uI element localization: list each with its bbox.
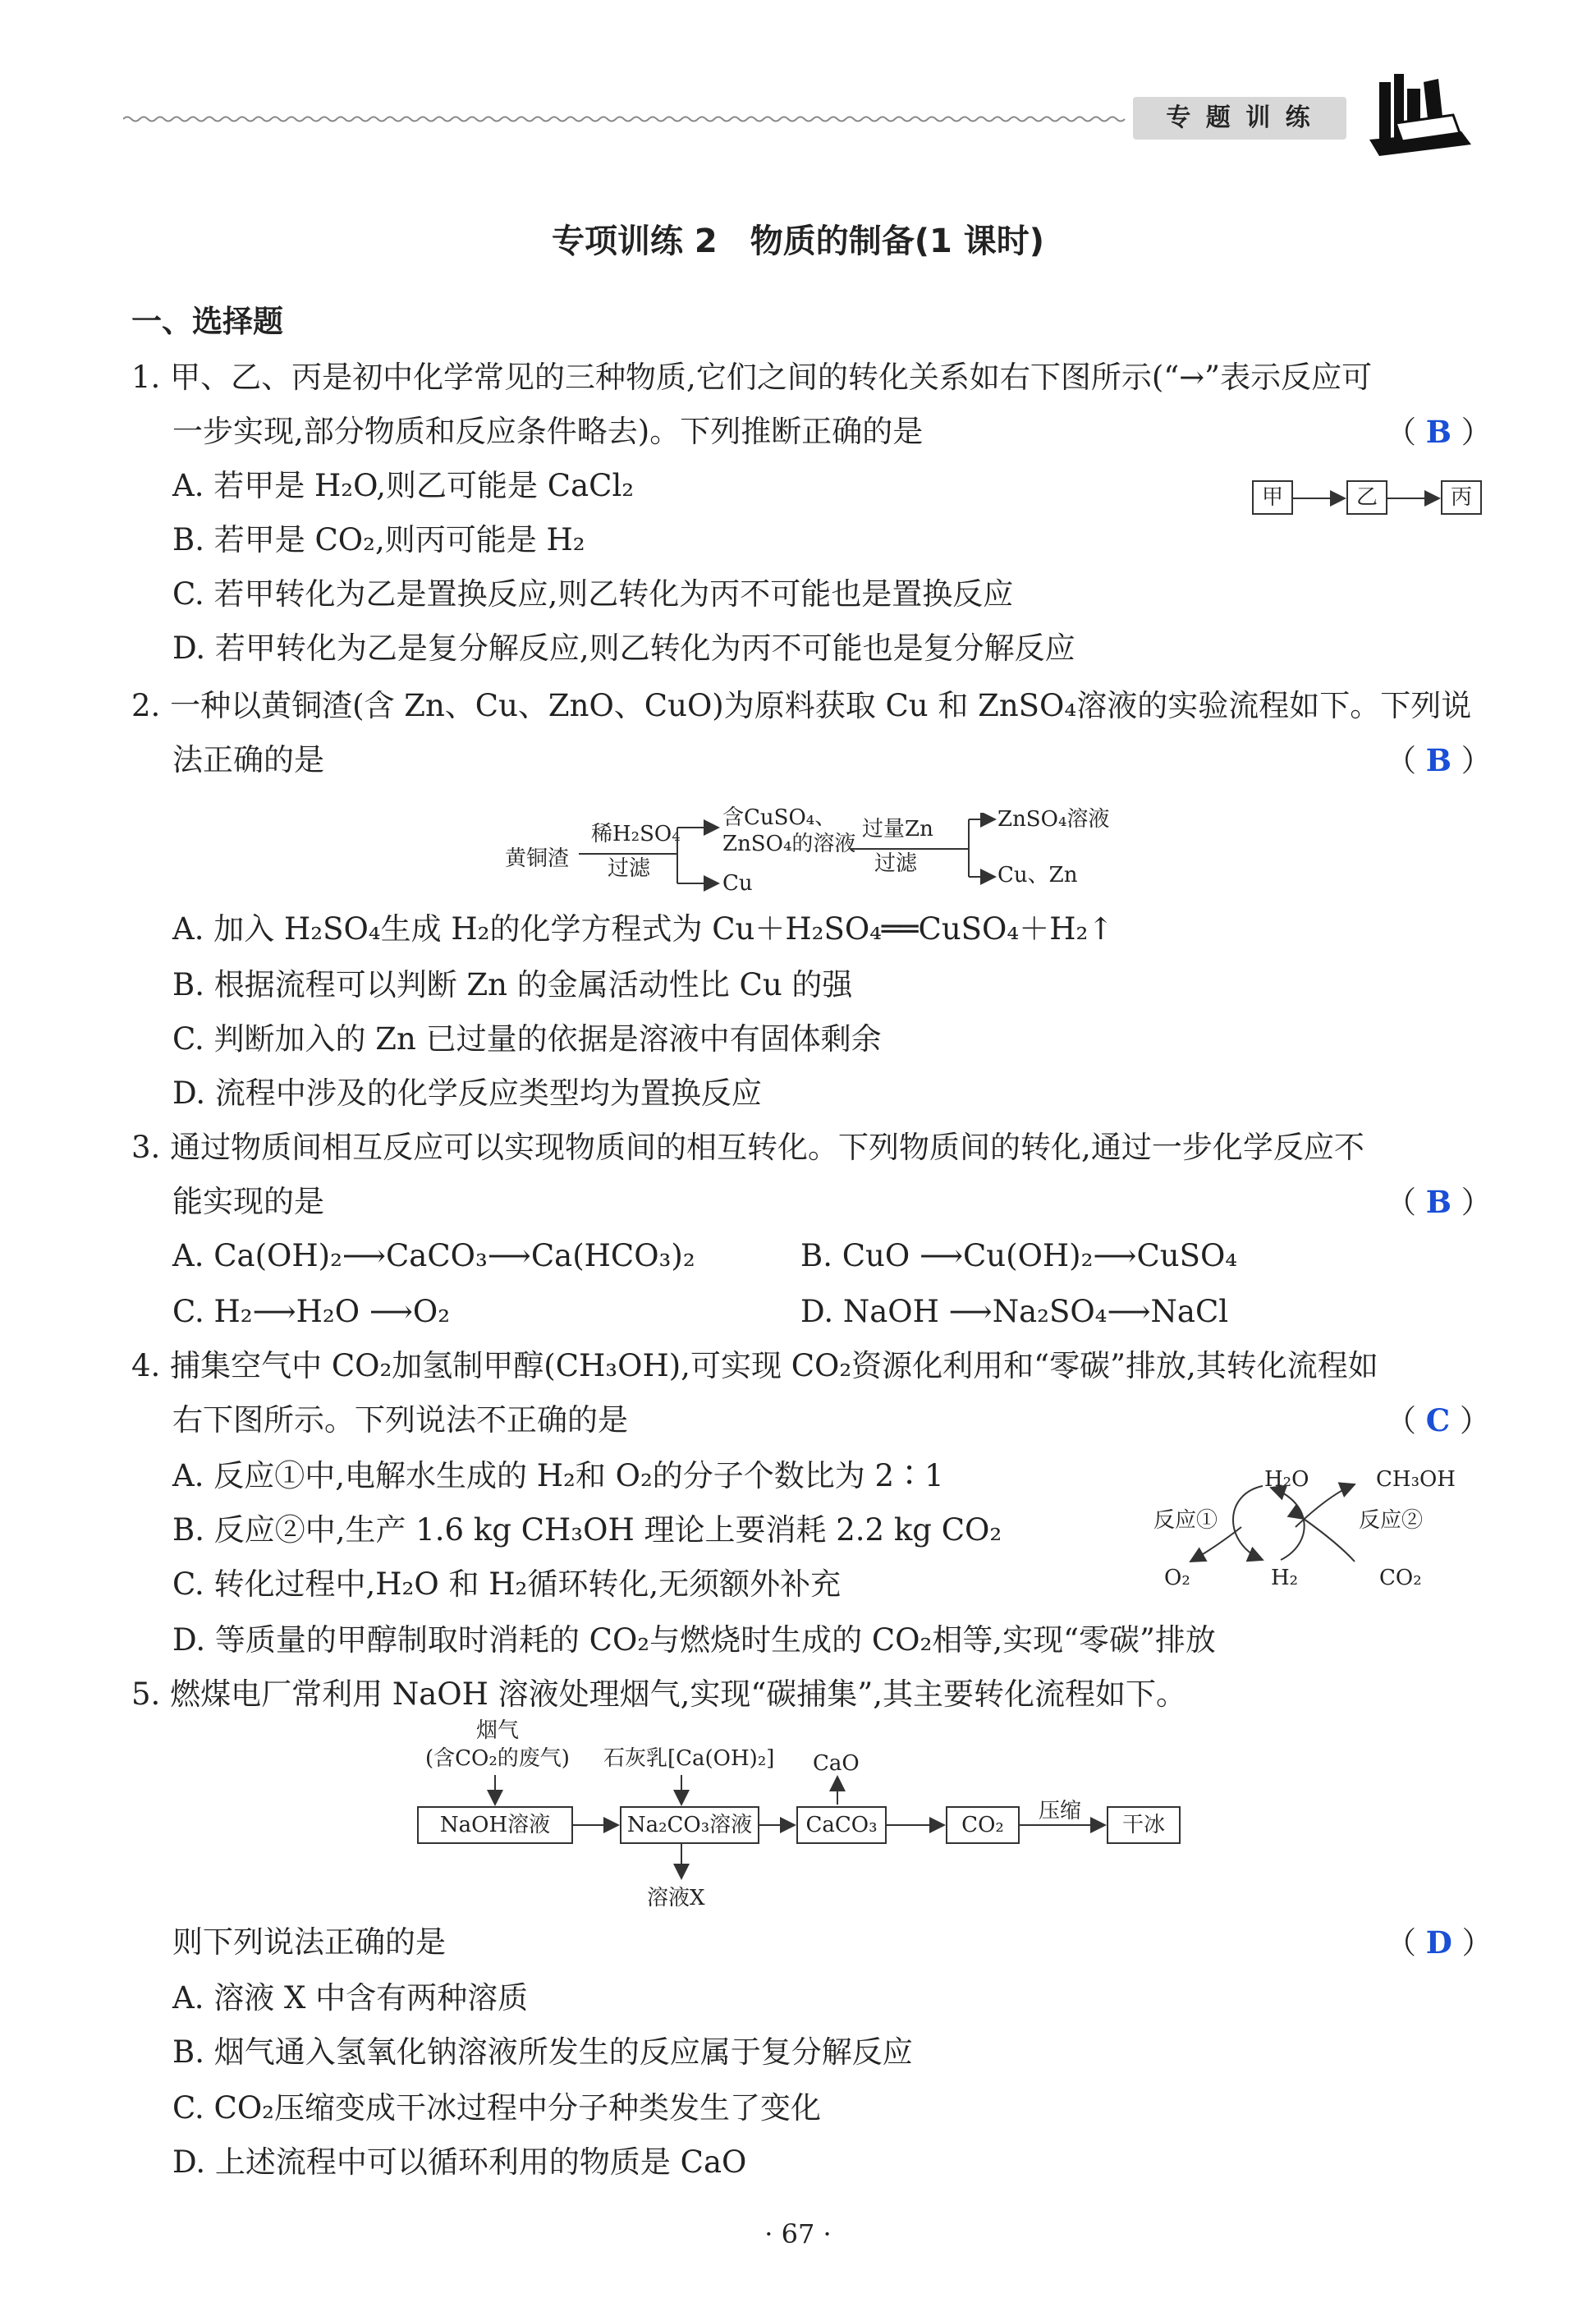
q4-answer: C	[1425, 1402, 1451, 1438]
q4-label-r1: 反应①	[1153, 1508, 1218, 1533]
q2-flow-op2: 过滤	[874, 851, 918, 876]
q2-flow-start: 黄铜渣	[505, 846, 570, 871]
q2-option-d: D. 流程中涉及的化学反应类型均为置换反应	[172, 1076, 762, 1111]
q2-option-b: B. 根据流程可以判断 Zn 的金属活动性比 Cu 的强	[172, 967, 853, 1002]
q1-box-jia: 甲	[1252, 480, 1293, 515]
q2-flow-solid1: Cu	[722, 871, 753, 896]
q4-option-c: C. 转化过程中,H₂O 和 H₂循环转化,无须额外补充	[172, 1566, 842, 1602]
q5-option-a: A. 溶液 X 中含有两种溶质	[172, 1980, 529, 2016]
q5-solx-label: 溶液X	[647, 1886, 705, 1910]
q5-stem-line2: 则下列说法正确的是	[172, 1924, 446, 1960]
q1-option-b: B. 若甲是 CO₂,则丙可能是 H₂	[172, 522, 585, 557]
q5-box-co2: CO₂	[946, 1806, 1020, 1844]
q4-label-co2: CO₂	[1379, 1566, 1422, 1590]
q3-option-d: D. NaOH ⟶Na₂SO₄⟶NaCl	[800, 1294, 1229, 1329]
q2-flow-sol1a: 含CuSO₄、	[722, 805, 837, 830]
q3-answer-bracket: （ B ）	[1386, 1184, 1492, 1220]
q3-option-a: A. Ca(OH)₂⟶CaCO₃⟶Ca(HCO₃)₂	[172, 1238, 695, 1273]
q1-stem-line2: 一步实现,部分物质和反应条件略去)。下列推断正确的是	[172, 414, 924, 449]
q1-option-c: C. 若甲转化为乙是置换反应,则乙转化为丙不可能也是置换反应	[172, 576, 1014, 612]
page-number: · 67 ·	[764, 2218, 832, 2250]
q4-stem-line2: 右下图所示。下列说法不正确的是	[172, 1402, 628, 1438]
q2-flow-out1: ZnSO₄溶液	[998, 807, 1110, 832]
q5-box-dryice: 干冰	[1107, 1806, 1181, 1844]
q2-answer-bracket: （ B ）	[1386, 742, 1492, 778]
q1-option-a: A. 若甲是 H₂O,则乙可能是 CaCl₂	[172, 468, 635, 503]
q5-compress-label: 压缩	[1039, 1799, 1082, 1823]
q5-box-na2co3: Na₂CO₃溶液	[620, 1806, 759, 1844]
q2-flow-reagent2: 过量Zn	[862, 817, 933, 842]
q5-box-caco3: CaCO₃	[796, 1806, 887, 1844]
q2-answer: B	[1425, 742, 1452, 778]
q2-flow-reagent1: 稀H₂SO₄	[591, 822, 681, 846]
q2-flow-arrows	[575, 813, 1002, 895]
q5-cao-label: CaO	[813, 1751, 860, 1776]
q2-flow-out2: Cu、Zn	[998, 863, 1078, 887]
q2-flow-sol1b: ZnSO₄的溶液	[722, 832, 856, 856]
q1-box-bing: 丙	[1441, 480, 1482, 515]
q5-option-d: D. 上述流程中可以循环利用的物质是 CaO	[172, 2144, 747, 2180]
q4-option-d: D. 等质量的甲醇制取时消耗的 CO₂与燃烧时生成的 CO₂相等,实现“零碳”排放	[172, 1622, 1216, 1658]
q5-lime-label: 石灰乳[Ca(OH)₂]	[603, 1746, 775, 1771]
header-wave-line	[123, 107, 1133, 131]
q5-gas-label: 烟气	[476, 1718, 520, 1743]
q1-box-yi: 乙	[1346, 480, 1387, 515]
q2-stem-line1: 2. 一种以黄铜渣(含 Zn、Cu、ZnO、CuO)为原料获取 Cu 和 ZnSO₄溶液的实验流程如下。下列说	[131, 688, 1472, 723]
q4-label-h2: H₂	[1271, 1566, 1299, 1590]
q5-answer: D	[1425, 1924, 1452, 1961]
q5-box-naoh: NaOH溶液	[417, 1806, 573, 1844]
q4-label-ch3oh: CH₃OH	[1376, 1467, 1456, 1492]
q3-option-b: B. CuO ⟶Cu(OH)₂⟶CuSO₄	[800, 1238, 1238, 1273]
q1-option-d: D. 若甲转化为乙是复分解反应,则乙转化为丙不可能也是复分解反应	[172, 631, 1075, 666]
q1-answer: B	[1425, 414, 1452, 450]
q4-label-o2: O₂	[1164, 1566, 1190, 1590]
q1-stem-line1: 1. 甲、乙、丙是初中化学常见的三种物质,它们之间的转化关系如右下图所示(“→”表示反应可	[131, 360, 1373, 395]
books-logo-icon	[1363, 66, 1478, 164]
q4-label-r2: 反应②	[1359, 1508, 1424, 1533]
q2-option-c: C. 判断加入的 Zn 已过量的依据是溶液中有固体剩余	[172, 1021, 882, 1057]
q4-option-a: A. 反应①中,电解水生成的 H₂和 O₂的分子个数比为 2∶1	[172, 1458, 944, 1493]
q2-stem-line2: 法正确的是	[172, 742, 324, 777]
q4-option-b: B. 反应②中,生产 1.6 kg CH₃OH 理论上要消耗 2.2 kg CO₂	[172, 1512, 1002, 1548]
q1-arrows	[1293, 488, 1441, 508]
q4-stem-line1: 4. 捕集空气中 CO₂加氢制甲醇(CH₃OH),可实现 CO₂资源化利用和“零碳”排放,其转化流程如	[131, 1348, 1378, 1383]
q3-stem-line2: 能实现的是	[172, 1184, 324, 1219]
q5-stem-line1: 5. 燃煤电厂常利用 NaOH 溶液处理烟气,实现“碳捕集”,其主要转化流程如下。	[131, 1676, 1186, 1712]
q5-option-c: C. CO₂压缩变成干冰过程中分子种类发生了变化	[172, 2090, 821, 2126]
q2-flow-op1: 过滤	[608, 856, 651, 881]
q3-stem-line1: 3. 通过物质间相互反应可以实现物质间的相互转化。下列物质间的转化,通过一步化学反应不	[131, 1130, 1364, 1165]
q5-answer-bracket: （ D ）	[1386, 1924, 1493, 1961]
q3-answer: B	[1425, 1184, 1452, 1220]
page-title: 专项训练 2 物质的制备(1 课时)	[551, 222, 1045, 260]
q5-option-b: B. 烟气通入氢氧化钠溶液所发生的反应属于复分解反应	[172, 2034, 913, 2070]
q3-option-c: C. H₂⟶H₂O ⟶O₂	[172, 1294, 451, 1329]
q4-label-h2o: H₂O	[1264, 1467, 1309, 1492]
q2-option-a: A. 加入 H₂SO₄生成 H₂的化学方程式为 Cu＋H₂SO₄══CuSO₄＋H₂↑	[172, 911, 1114, 947]
section-heading: 一、选择题	[131, 304, 283, 339]
q4-answer-bracket: （ C ）	[1386, 1402, 1490, 1438]
q5-gas-sub-label: (含CO₂的废气)	[425, 1746, 570, 1771]
q5-flow-arrows	[410, 1765, 1199, 1888]
q4-cycle-arrows	[1166, 1470, 1412, 1576]
q1-answer-bracket: （ B ）	[1386, 414, 1492, 450]
header-tag: 专 题 训 练	[1133, 97, 1346, 140]
